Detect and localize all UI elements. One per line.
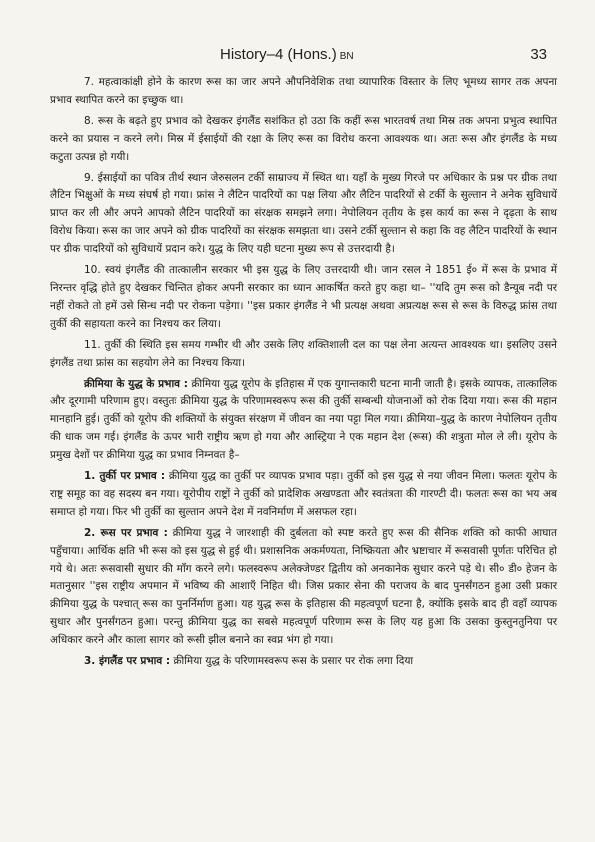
subsection-russia [50,525,557,650]
paragraph-point-8: 8. रूस के बढ़ते हुए प्रभाव को देखकर इंगलैंड सशंकित हो उठा कि कहीं रूस भारतवर्ष तथा मिस्र तक अपना प्रभुत्व स्थापित करने का प्रयास न करने लगे। मिस्र में ईसाईयों की रक्षा के लिए रूस का विरोध करना आवश्यक था। अतः रूस और इंगलैंड के मध्य कटुता उत्पन्न हो गयी। [50,114,557,163]
paragraph-point-7: 7. महत्वाकांक्षी होने के कारण रूस का जार अपने औपनिवेशिक तथा व्यापारिक विस्तार के लिए भूमध्य सागर तक अपना प्रभाव स्थापित करने का इच्छुक था। [50,76,557,106]
subsection-turkey-heading: 1. तुर्की पर प्रभाव : [84,470,166,483]
subsection-england-heading: 3. इंगलैंड पर प्रभाव : [84,655,171,668]
subsection-england [50,653,557,671]
subsection-russia-heading: 2. रूस पर प्रभाव : [84,526,168,539]
effects-text: क्रीमिया युद्ध यूरोप के इतिहास में एक युगान्तकारी घटना मानी जाती है। इसके व्यापक, तात्कालिक और दूरगामी परिणाम हुए। वस्तुतः क्रीमिया युद्ध के परिणामस्वरूप रूस की तुर्की सम्बन्धी योजनाओं को रोक दिया गया। रूस की महान मानहानि हुई। तुर्की को यूरोप की शक्तियों के संयुक्त संरक्षण में जीवन का नया पट्टा मिल गया। क्रीमिया–युद्ध के कारण नेपोलियन तृतीय की धाक जम गई। इंगलैंड के ऊपर भारी राष्ट्रीय ऋण हो गया और आस्ट्रिया ने एक महान देश (रूस) की शत्रुता मोल ले ली। यूरोप के प्रमुख देशों पर क्रीमिया युद्ध का प्रभाव निम्नवत है– [50,377,557,462]
running-head [220,46,354,63]
paragraph-point-10: 10. स्वयं इंगलैंड की तात्कालीन सरकार भी इस युद्ध के लिए उत्तरदायी थी। जान रसल ने 1851 ई० में रूस के प्रभाव में निरन्तर वृद्धि होते हुए देखकर चिन्तित होकर अपनी सरकार का ध्यान आकर्षित करते हुए कहा था– ''यदि तुम रूस को डैन्यूब नदी पर नहीं रोकते तो हमें उसे सिन्ध नदी पर रोकना पड़ेगा। ''इस प्रकार इंगलैंड ने भी प्रत्यक्ष अथवा अप्रत्यक्ष रूस से रूस के विरुद्ध फ्रांस तथा तुर्की की सहायता करने का निश्चय कर लिया। [50,264,557,330]
page-body [50,74,557,674]
paragraph-point-11: 11. तुर्की की स्थिति इस समय गम्भीर थी और उसके लिए शक्तिशाली दल का पक्ष लेना अत्यन्त आवश्यक था। इसलिए उसने इंगलैंड तथा फ्रांस का सहयोग लेने का निश्चय किया। [50,338,557,369]
subsection-turkey [50,468,557,522]
page-number: 33 [530,46,547,63]
running-head-title: History–4 (Hons.) [220,46,337,63]
effects-paragraph [50,376,557,466]
page-header [50,46,555,68]
running-head-suffix: BN [339,51,354,62]
subsection-england-text: क्रीमिया युद्ध के परिणामस्वरूप रूस के प्रसार पर रोक लगा दिया [170,655,414,668]
paragraph-point-9: 9. ईसाईयों का पवित्र तीर्थ स्थान जेरुसलन टर्की साम्राज्य में स्थित था। यहाँ के मुख्य गिरजे पर अधिकार के प्रश्न पर ग्रीक तथा लैटिन भिक्षुओं के मध्य संघर्ष हो गया। फ्रांस ने लैटिन पादरियों का पक्ष लिया और लैटिन पादरियों से टर्की के सुल्तान ने अनेक सुविधायें प्राप्त कर ली और अपने आपको लैटिन पादरियों का संरक्षक समझने लगा। नेपोलियन तृतीय के इस कार्य का रूस ने दृढ़ता के साथ विरोध किया। रूस का जार अपने को ग्रीक पादरियों का संरक्षक समझता था। उसने टर्की सुल्तान से कहा कि वह लैटिन पादरियों के स्थान पर ग्रीक पादरियों को सुविधायें प्रदान करे। युद्ध के लिए यही घटना मुख्य रूप से उत्तरदायी है। [50,171,557,256]
effects-heading: क्रीमिया के युद्ध के प्रभाव : [84,377,188,390]
subsection-russia-text: क्रीमिया युद्ध ने जारशाही की दुर्बलता को स्पष्ट करते हुए रूस की सैनिक शक्ति को काफी आघात पहुँचाया। आर्थिक क्षति भी रूस को इस युद्ध से हुई थी। प्रशासनिक अकर्मण्यता, निष्क्रियता और भ्रष्टाचार में रूसवासी पूर्णतः परिचित हो गये थे। अतः रूसवासी सुधार की माँग करने लगे। फलस्वरूप अलेक्जेण्डर द्वितीय को अनकानेक सुधार करने पड़े थे। सी० डी० हेजन के मतानुसार ''इस राष्ट्रीय अपमान में भविष्य की आशाएँ निहित थी। जिस प्रकार सेना की पराजय के बाद पुनर्संगठन हुआ उसी प्रकार क्रीमिया युद्ध के पश्चात् रूस का पुनर्निर्माण हुआ। यह युद्ध रूस के इतिहास की महत्वपूर्ण घटना है, क्योंकि इसके बाद ही वहाँ व्यापक सुधार और पुनर्संगठन हुआ। परन्तु क्रीमिया युद्ध का सबसे महत्वपूर्ण परिणाम रूस के लिए यह हुआ कि उसका कुस्तुनतुनिया पर अधिकार करने और काला सागर को रूसी झील बनाने का स्वप्न भंग हो गया। [50,526,557,647]
subsection-turkey-text: क्रीमिया युद्ध का तुर्की पर व्यापक प्रभाव पड़ा। तुर्की को इस युद्ध से नया जीवन मिला। फलतः यूरोप के राष्ट्र समूह का वह सदस्य बन गया। यूरोपीय राष्ट्रों ने तुर्की को प्रादेशिक अखण्डता और स्वतंत्रता की गारण्टी दी। फलतः रूस का भय अब समाप्त हो गया। फिर भी तुर्की का सुल्तान अपने देश में नवनिर्माण में असफल रहा। [50,470,557,518]
